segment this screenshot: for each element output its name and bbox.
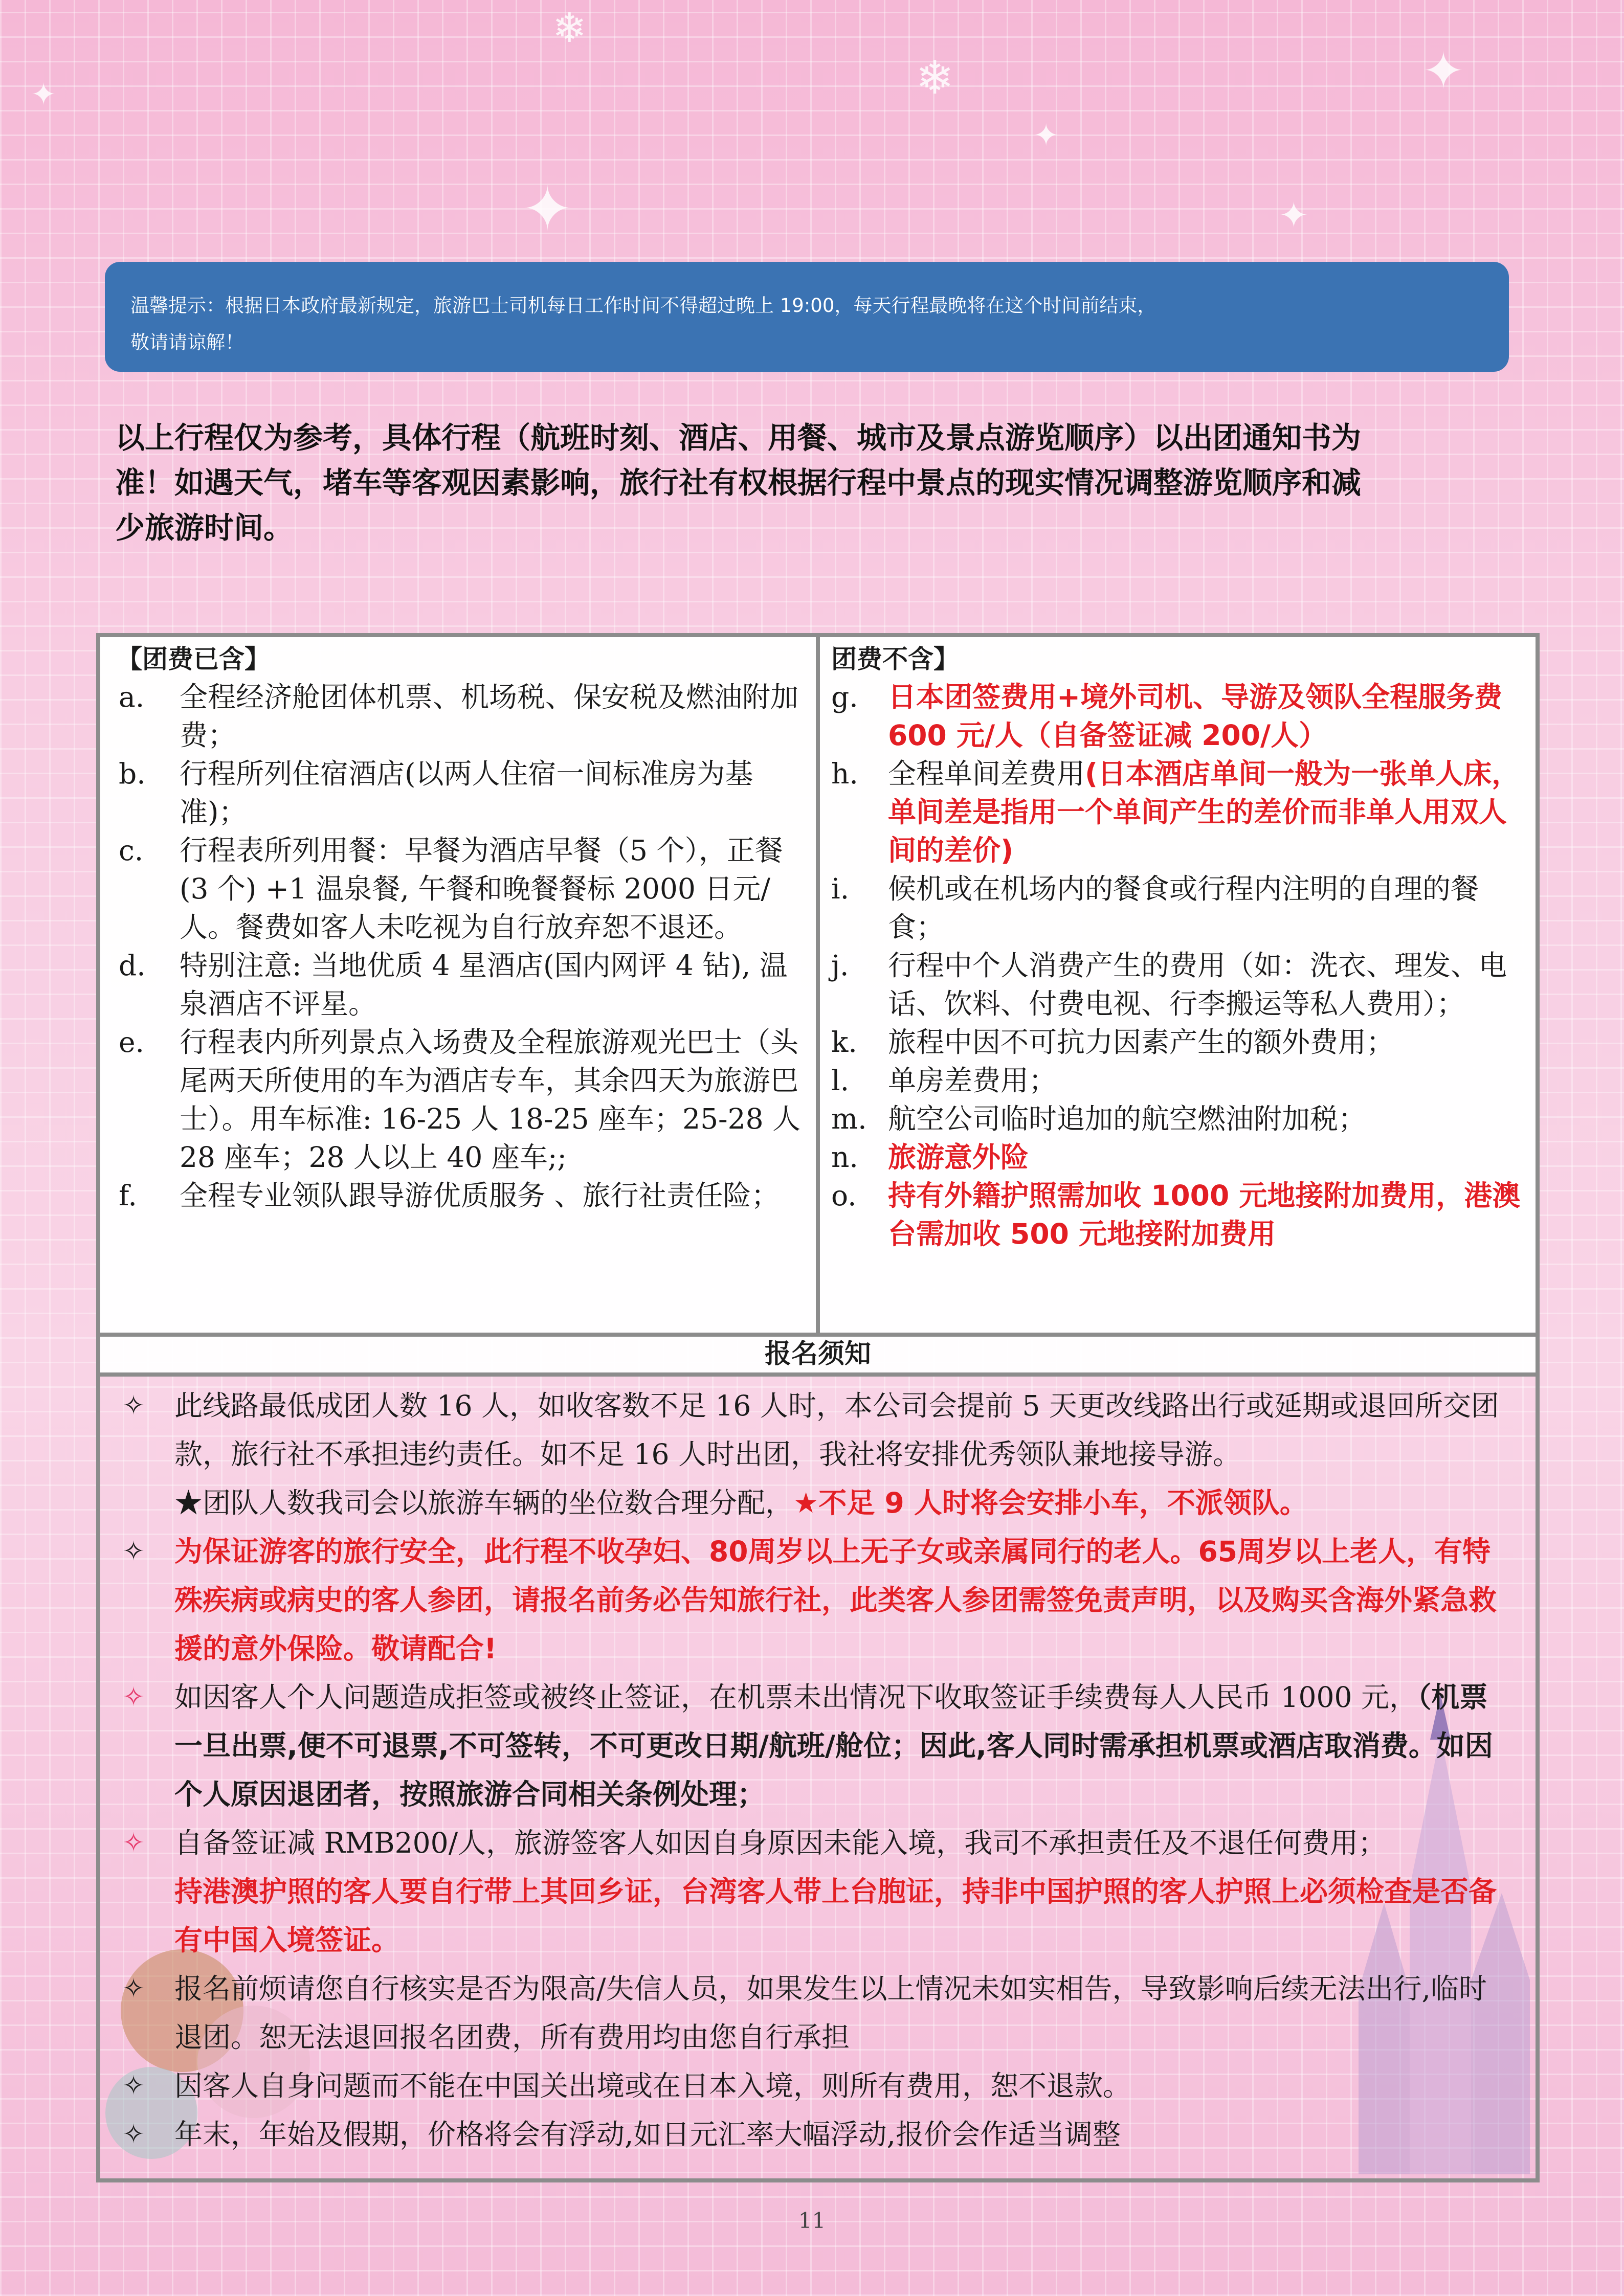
fees-included-column — [100, 637, 820, 1333]
item-text: 行程所列住宿酒店(以两人住宿一间标准房为基准)； — [180, 757, 753, 828]
list-item — [820, 1062, 1536, 1100]
item-text: 候机或在机场内的餐食或行程内注明的自理的餐食； — [888, 872, 1479, 943]
snowflake-icon: ❄ — [552, 4, 587, 52]
item-letter: g. — [831, 681, 858, 713]
item-letter: j. — [831, 949, 849, 982]
item-text: 行程中个人消费产生的费用（如：洗衣、理发、电话、饮料、付费电视、行李搬运等私人费用）； — [888, 949, 1507, 1020]
snowflake-icon: ❄ — [916, 51, 954, 105]
item-text: 全程单间差费用 — [888, 757, 1085, 790]
sparkle-bullet-icon: ✧ — [122, 2070, 145, 2101]
item-text: 特别注意: 当地优质 4 星酒店(国内网评 4 钻), 温泉酒店不评星。 — [180, 949, 788, 1020]
fees-excluded-list — [820, 678, 1536, 1253]
item-text: 因客人自身问题而不能在中国关出境或在日本入境，则所有费用，恕不退款。 — [174, 2069, 1131, 2102]
sparkle-bullet-icon: ✧ — [122, 2119, 145, 2150]
list-item — [100, 755, 816, 831]
item-text: 全程专业领队跟导游优质服务 、旅行社责任险； — [180, 1179, 780, 1212]
list-item — [820, 755, 1536, 870]
item-text: 持有外籍护照需加收 1000 元地接附加费用，港澳台需加收 500 元地接附加费用 — [888, 1179, 1521, 1250]
list-item — [820, 1100, 1536, 1138]
item-letter: d. — [119, 949, 146, 982]
item-text-highlight: 为保证游客的旅行安全，此行程不收孕妇、80周岁以上无子女或亲属同行的老人。65周岁以上老人，有特殊疾病或病史的客人参团，请报名前务必告知旅行社，此类客人参团需签免责声明，以及购买含海外紧急救援的意外保险。敬请配合! — [174, 1535, 1497, 1665]
item-text: 自备签证减 RMB200/人，旅游签客人如因自身原因未能入境，我司不承担责任及不退任何费用； — [174, 1827, 1387, 1859]
item-letter: o. — [831, 1179, 857, 1212]
fees-included-heading: 【团费已含】 — [117, 644, 270, 674]
sparkle-icon: ✦ — [31, 77, 57, 112]
list-item — [100, 1177, 816, 1215]
sparkle-bullet-icon: ✧ — [122, 1682, 145, 1713]
page-number: 11 — [798, 2208, 826, 2233]
list-item — [100, 831, 816, 947]
disclaimer-line: 少旅游时间。 — [115, 510, 294, 545]
list-item — [820, 1177, 1536, 1253]
list-item — [100, 2062, 1536, 2110]
notice-line: 温馨提示：根据日本政府最新规定，旅游巴士司机每日工作时间不得超过晚上 19:00，每天行程最晚将在这个时间前结束， — [130, 295, 1156, 317]
list-item — [100, 947, 816, 1023]
sparkle-icon: ✦ — [522, 174, 573, 245]
list-item — [100, 1527, 1536, 1673]
notice-banner — [105, 262, 1509, 372]
disclaimer-line: 以上行程仅为参考，具体行程（航班时刻、酒店、用餐、城市及景点游览顺序）以出团通知书为 — [115, 420, 1362, 455]
list-item — [100, 1965, 1536, 2062]
list-item — [100, 2110, 1536, 2159]
item-letter: c. — [119, 834, 144, 867]
fees-excluded-column — [820, 637, 1536, 1333]
item-text: 此线路最低成团人数 16 人，如收客数不足 16 人时，本公司会提前 5 天更改线路出行或延期或退回所交团款，旅行社不承担违约责任。如不足 16 人时出团，我社将安排优秀领队兼地接导游。 — [174, 1389, 1499, 1471]
registration-notes — [100, 1377, 1536, 2178]
item-text: 旅游意外险 — [888, 1141, 1029, 1174]
list-item — [820, 678, 1536, 755]
item-text: 日本团签费用+境外司机、导游及领队全程服务费 600 元/人（自备签证减 200/人） — [888, 681, 1503, 752]
item-text: ★团队人数我司会以旅游车辆的坐位数合理分配， — [174, 1487, 794, 1519]
sparkle-icon: ✦ — [1422, 41, 1465, 101]
item-text: 报名前烦请您自行核实是否为限高/失信人员，如果发生以上情况未如实相告，导致影响后续无法出行,临时退团。恕无法退回报名团费，所有费用均由您自行承担 — [174, 1972, 1487, 2054]
list-item — [820, 1138, 1536, 1177]
item-text: 年末，年始及假期，价格将会有浮动,如日元汇率大幅浮动,报价会作适当调整 — [174, 2118, 1121, 2151]
notice-line: 敬请请谅解！ — [130, 331, 244, 353]
list-item — [820, 1023, 1536, 1062]
list-item — [100, 1673, 1536, 1819]
item-text-bold: （机票一旦出票,便不可退票,不可签转，不可更改日期/航班/舱位；因此,客人同时需承担机票或酒店取消费。如因个人原因退团者，按照旅游合同相关条例处理； — [174, 1681, 1493, 1811]
list-item — [820, 947, 1536, 1023]
registration-heading: 报名须知 — [100, 1333, 1536, 1377]
sparkle-bullet-icon: ✧ — [122, 1973, 145, 2004]
fees-excluded-heading: 团费不含】 — [831, 644, 959, 674]
item-letter: a. — [119, 681, 145, 713]
item-letter: b. — [119, 757, 146, 790]
list-item — [100, 1382, 1536, 1527]
item-letter: f. — [119, 1179, 137, 1212]
item-letter: m. — [831, 1102, 867, 1135]
sparkle-bullet-icon: ✧ — [122, 1390, 145, 1421]
item-text: 行程表所列用餐：早餐为酒店早餐（5 个），正餐 (3 个) +1 温泉餐, 午餐和晚餐餐标 2000 日元/人。餐费如客人未吃视为自行放弃恕不退还。 — [180, 834, 783, 943]
sparkle-bullet-icon: ✧ — [122, 1828, 145, 1858]
item-text: 单房差费用； — [888, 1064, 1057, 1097]
item-text: 如因客人个人问题造成拒签或被终止签证，在机票未出情况下收取签证手续费每人人民币 1000 元， — [174, 1681, 1417, 1714]
itinerary-disclaimer — [115, 415, 1517, 550]
item-letter: l. — [831, 1064, 850, 1097]
item-text-highlight: 持港澳护照的客人要自行带上其回乡证，台湾客人带上台胞证，持非中国护照的客人护照上必须检查是否备有中国入境签证。 — [174, 1875, 1497, 1956]
disclaimer-line: 准！如遇天气，堵车等客观因素影响，旅行社有权根据行程中景点的现实情况调整游览顺序和减 — [115, 465, 1362, 500]
registration-list — [100, 1377, 1536, 2159]
item-text: 行程表内所列景点入场费及全程旅游观光巴士（头尾两天所使用的车为酒店专车，其余四天为旅游巴士）。用车标准: 16-25 人 18-25 座车；25-28 人 28 座车；28 人以上 40 座车;; — [180, 1026, 801, 1174]
item-letter: h. — [831, 757, 858, 790]
sparkle-icon: ✦ — [1279, 194, 1309, 236]
item-letter: i. — [831, 872, 850, 905]
list-item — [100, 1023, 816, 1177]
list-item — [100, 678, 816, 755]
item-text-highlight: ★不足 9 人时将会安排小车，不派领队。 — [793, 1487, 1308, 1519]
item-letter: e. — [119, 1026, 145, 1059]
item-letter: k. — [831, 1026, 857, 1059]
item-letter: n. — [831, 1141, 858, 1174]
list-item — [100, 1819, 1536, 1965]
item-text: 全程经济舱团体机票、机场税、保安税及燃油附加费； — [180, 681, 799, 752]
item-text: 航空公司临时追加的航空燃油附加税； — [888, 1102, 1367, 1135]
fees-included-list — [100, 678, 816, 1215]
fee-table — [96, 633, 1540, 2182]
item-text: 旅程中因不可抗力因素产生的额外费用； — [888, 1026, 1395, 1059]
list-item — [820, 870, 1536, 947]
sparkle-icon: ✦ — [1033, 118, 1059, 153]
sparkle-bullet-icon: ✧ — [122, 1536, 145, 1567]
item-text-highlight: (日本酒店单间一般为一张单人床，单间差是指用一个单间产生的差价而非单人用双人间的差价) — [888, 757, 1520, 867]
